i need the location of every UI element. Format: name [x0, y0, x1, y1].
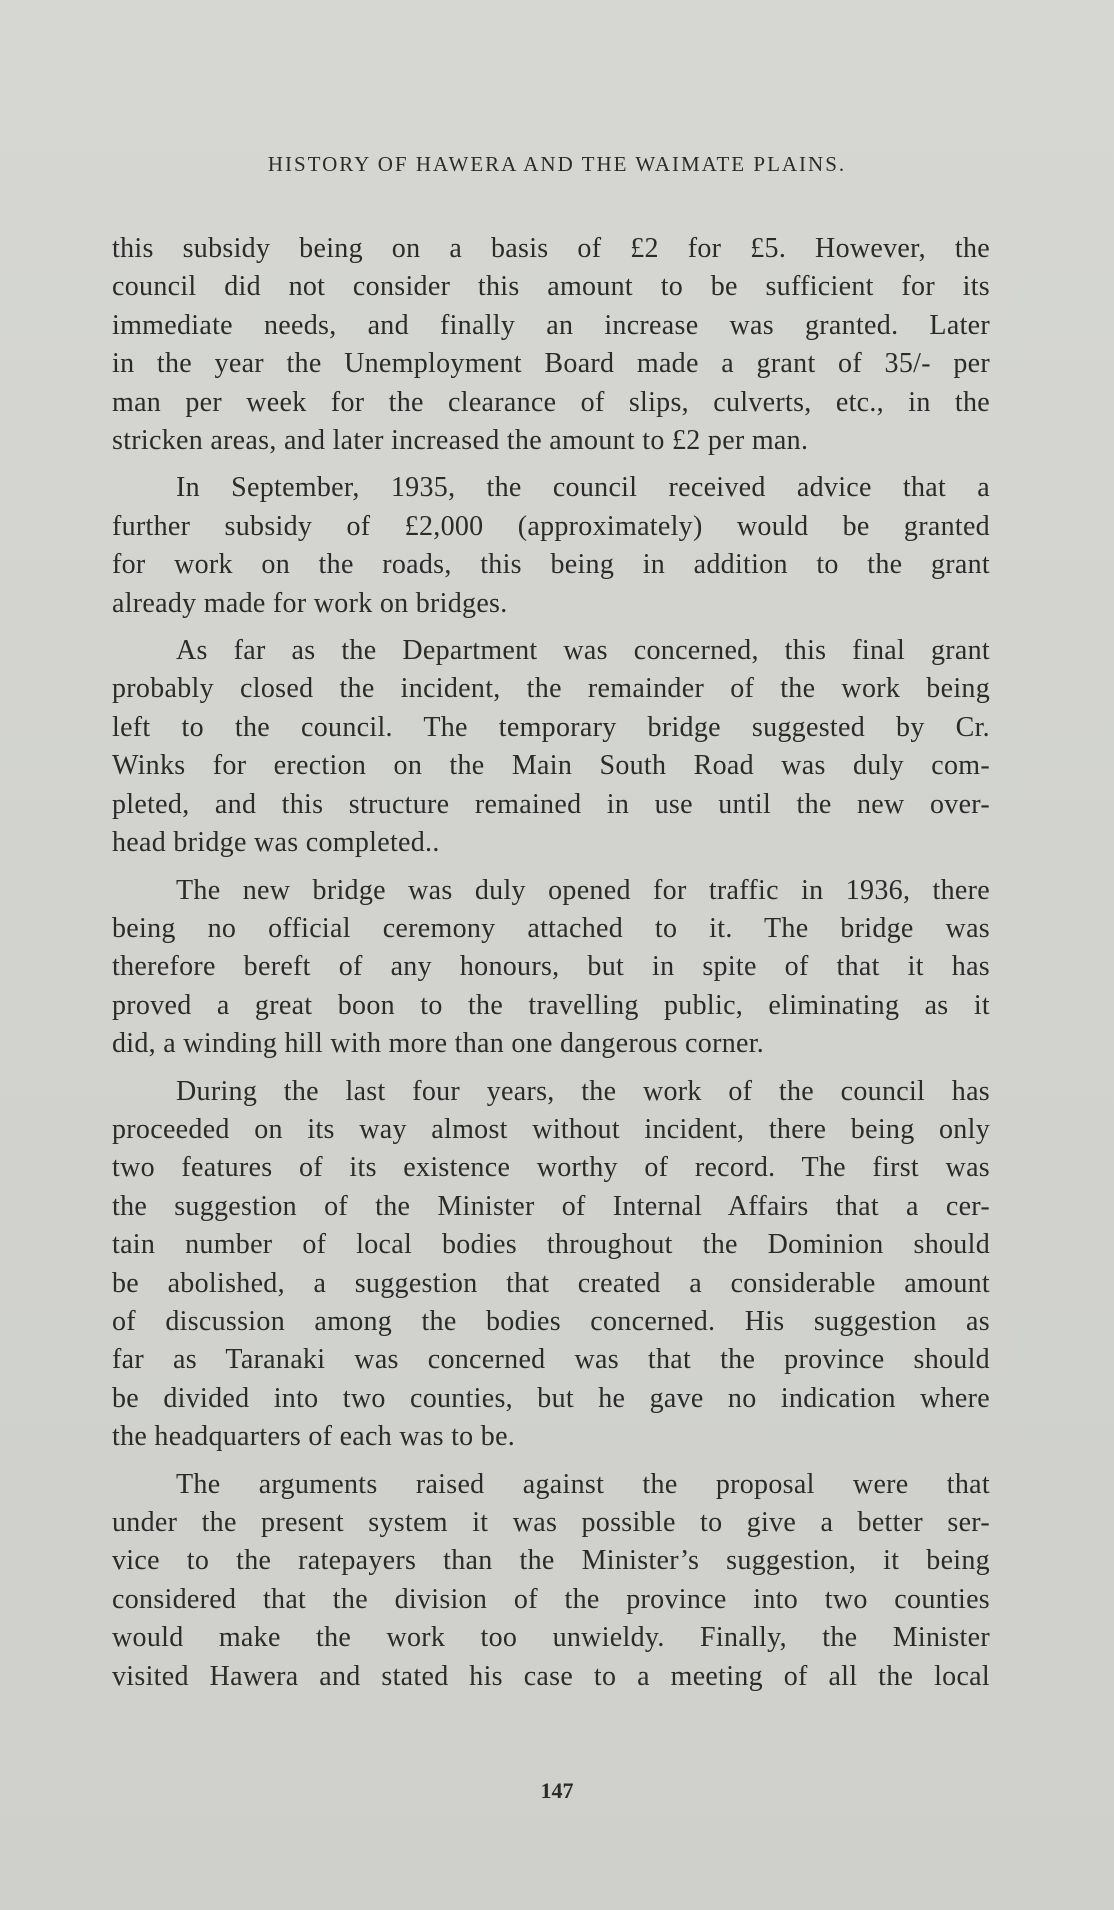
text-line: As far as the Department was concerned, this final grant — [176, 635, 990, 667]
running-head: HISTORY OF HAWERA AND THE WAIMATE PLAINS. — [267, 152, 847, 176]
paragraph-1 — [112, 230, 990, 460]
paragraph-5 — [112, 1073, 990, 1457]
text-line: immediate needs, and finally an increase was granted. Later — [112, 309, 990, 341]
text-line: considered that the division of the province into two counties — [112, 1583, 990, 1615]
text-line: the headquarters of each was to be. — [112, 1421, 516, 1453]
paragraph-2 — [112, 469, 990, 623]
text-line: pleted, and this structure remained in use until the new over- — [112, 788, 990, 820]
text-line: the suggestion of the Minister of Internal Affairs that a cer- — [112, 1190, 990, 1222]
body-text — [112, 230, 990, 1705]
text-line: therefore bereft of any honours, but in spite of that it has — [112, 951, 990, 983]
paragraph-6 — [112, 1466, 990, 1696]
text-line: In September, 1935, the council received advice that a — [176, 472, 990, 504]
text-line: this subsidy being on a basis of £2 for £5. However, the — [112, 233, 990, 264]
text-line: The new bridge was duly opened for traffic in 1936, there — [176, 874, 990, 906]
text-line: man per week for the clearance of slips, culverts, etc., in the — [112, 386, 990, 418]
text-line: probably closed the incident, the remainder of the work being — [112, 673, 990, 705]
text-line: two features of its existence worthy of record. The first was — [112, 1152, 990, 1184]
paragraph-4 — [112, 872, 990, 1064]
text-line: During the last four years, the work of the council has — [176, 1075, 990, 1107]
text-line: already made for work on bridges. — [112, 587, 508, 619]
text-line: in the year the Unemployment Board made a grant of 35/- per — [112, 348, 990, 380]
page-number: 147 — [540, 1778, 574, 1803]
text-line: be divided into two counties, but he gave no indication where — [112, 1382, 990, 1414]
text-line: be abolished, a suggestion that created a considerable amount — [112, 1267, 990, 1299]
text-line: proved a great boon to the travelling public, eliminating as it — [112, 989, 990, 1021]
text-line: far as Taranaki was concerned was that the province should — [112, 1344, 990, 1376]
paragraph-3 — [112, 632, 990, 862]
text-line: proceeded on its way almost without incident, there being only — [112, 1113, 990, 1145]
text-line: of discussion among the bodies concerned. His suggestion as — [112, 1305, 990, 1337]
text-line: council did not consider this amount to be sufficient for its — [112, 271, 990, 303]
text-line: under the present system it was possible to give a better ser- — [112, 1507, 990, 1538]
text-line: would make the work too unwieldy. Finally, the Minister — [112, 1622, 990, 1654]
text-line: further subsidy of £2,000 (approximately) would be granted — [112, 510, 990, 542]
text-line: head bridge was completed.. — [112, 827, 440, 859]
text-line: for work on the roads, this being in addition to the grant — [112, 549, 990, 581]
text-line: being no official ceremony attached to it. The bridge was — [112, 912, 990, 944]
text-line: left to the council. The temporary bridge suggested by Cr. — [112, 711, 990, 743]
text-line: vice to the ratepayers than the Minister’s suggestion, it being — [112, 1545, 990, 1577]
text-line: tain number of local bodies throughout the Dominion should — [112, 1229, 990, 1261]
text-line: stricken areas, and later increased the amount to £2 per man. — [112, 425, 809, 457]
text-line: visited Hawera and stated his case to a meeting of all the local — [112, 1660, 990, 1692]
text-line: Winks for erection on the Main South Road was duly com- — [112, 750, 990, 782]
text-line: did, a winding hill with more than one dangerous corner. — [112, 1028, 765, 1060]
text-line: The arguments raised against the proposal were that — [176, 1468, 990, 1500]
